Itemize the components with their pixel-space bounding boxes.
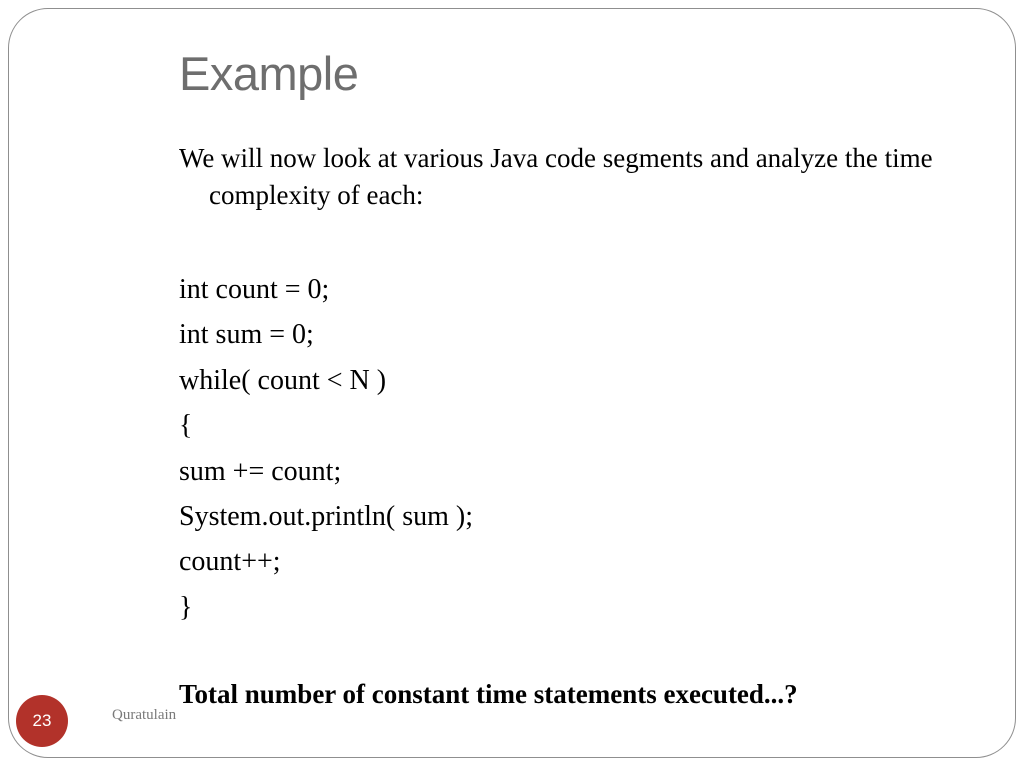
footer-author: Quratulain [112, 707, 177, 723]
slide-title: Example [179, 47, 359, 100]
summary-question: Total number of constant time statements executed...? [179, 679, 798, 709]
intro-paragraph: We will now look at various Java code segments and analyze the time complexity of each: [179, 143, 933, 210]
code-line: count++; [179, 546, 281, 578]
page-number-badge [16, 695, 68, 747]
page-number: 23 [32, 711, 52, 730]
code-line: int count = 0; [179, 274, 330, 305]
code-line: } [179, 591, 193, 623]
code-line: while( count < N ) [179, 364, 387, 396]
slide-body [179, 140, 979, 630]
code-line: { [179, 410, 193, 442]
code-line: int sum = 0; [179, 319, 314, 351]
code-line: sum += count; [179, 455, 342, 487]
code-listing [179, 267, 979, 630]
code-line: System.out.println( sum ); [179, 500, 473, 532]
